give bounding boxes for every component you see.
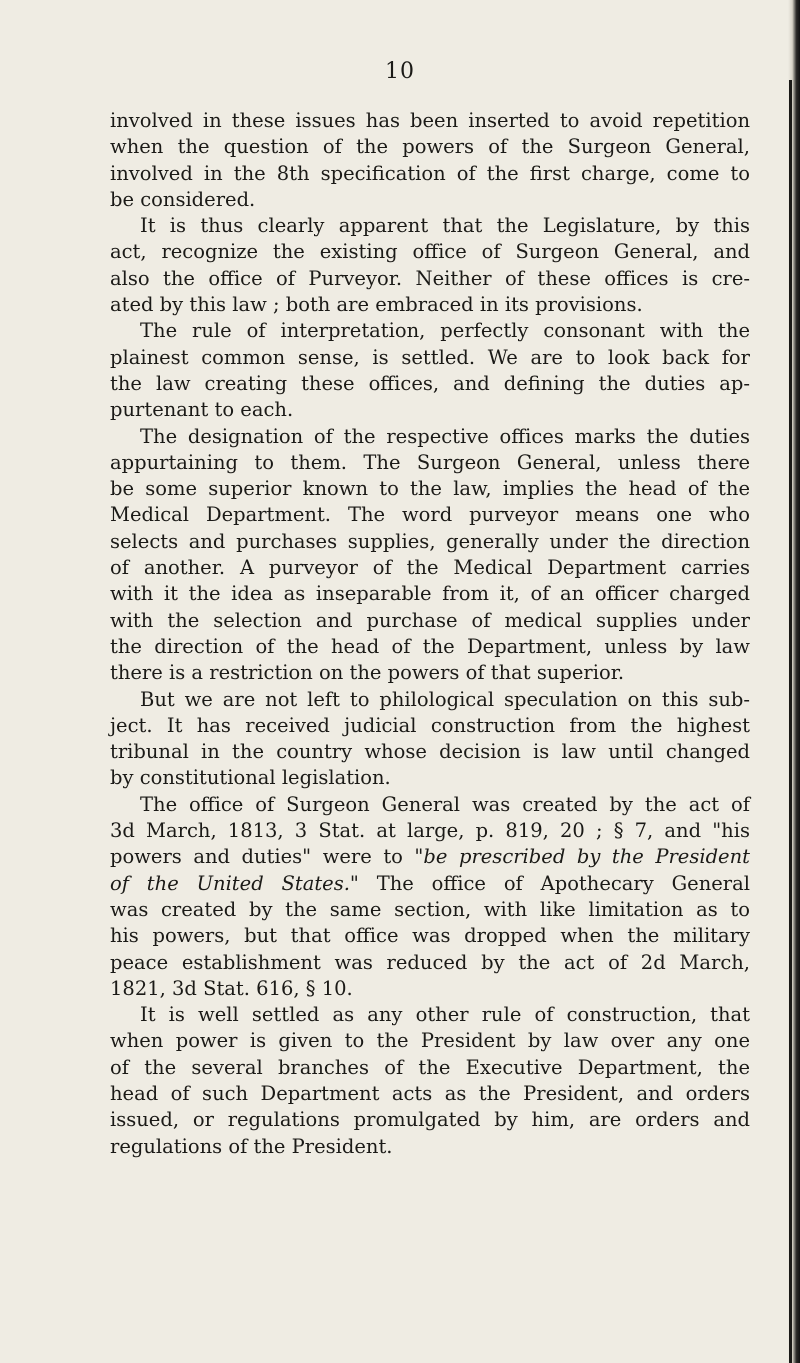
text-line: But we are not left to philological speculation on this sub-	[140, 687, 750, 711]
text-line: appurtaining to them. The Surgeon General, unless there	[110, 450, 750, 474]
text-line: regulations of the President.	[110, 1134, 393, 1158]
text-line: ated by this law ; both are embraced in its provisions.	[110, 293, 643, 317]
text-span: The office of Apothecary General	[358, 871, 750, 895]
text-line: by constitutional legislation.	[110, 766, 391, 790]
text-line: Medical Department. The word purveyor means one who	[110, 503, 750, 527]
text-span: powers and duties" were to "	[110, 845, 424, 869]
binding-edge	[789, 80, 792, 1363]
text-line: there is a restriction on the powers of that superior.	[110, 661, 625, 685]
text-line	[110, 871, 750, 897]
text-line: be considered.	[110, 187, 256, 211]
text-line: The rule of interpretation, perfectly consonant with the	[140, 319, 750, 343]
text-line: of the several branches of the Executive Department, the	[110, 1055, 750, 1079]
text-line: was created by the same section, with like limitation as to	[110, 897, 750, 921]
text-line: the direction of the head of the Department, unless by law	[110, 634, 750, 658]
text-line: ject. It has received judicial construction from the highest	[110, 713, 750, 737]
text-line: his powers, but that office was dropped when the military	[110, 924, 750, 948]
text-line: 1821, 3d Stat. 616, § 10.	[110, 976, 353, 1000]
text-line: It is well settled as any other rule of construction, that	[140, 1003, 750, 1027]
text-line: the law creating these offices, and defining the duties ap-	[110, 371, 750, 395]
text-line: act, recognize the existing office of Surgeon General, and	[110, 240, 750, 264]
text-line	[110, 844, 750, 870]
text-line: purtenant to each.	[110, 398, 294, 422]
text-line: issued, or regulations promulgated by him, are orders and	[110, 1108, 750, 1132]
text-line: head of such Department acts as the President, and orders	[110, 1081, 750, 1105]
text-line: also the office of Purveyor. Neither of these offices is cre-	[110, 266, 750, 290]
text-line: The office of Surgeon General was created by the act of	[140, 792, 750, 816]
text-line: selects and purchases supplies, generally under the direction	[110, 529, 750, 553]
text-line: tribunal in the country whose decision is law until changed	[110, 740, 750, 764]
text-line: be some superior known to the law, implies the head of the	[110, 477, 750, 501]
text-line: plainest common sense, is settled. We are to look back for	[110, 345, 750, 369]
text-line: 3d March, 1813, 3 Stat. at large, p. 819, 20 ; § 7, and "his	[110, 819, 750, 843]
body-text	[110, 108, 750, 1160]
page-number: 10	[385, 59, 415, 84]
text-line: when power is given to the President by law over any one	[110, 1029, 750, 1053]
text-line: The designation of the respective offices marks the duties	[140, 424, 750, 448]
text-line: when the question of the powers of the Surgeon General,	[110, 135, 750, 159]
text-line: peace establishment was reduced by the act of 2d March,	[110, 950, 750, 974]
text-line: involved in these issues has been inserted to avoid repetition	[110, 109, 750, 132]
text-line: involved in the 8th specification of the first charge, come to	[110, 161, 750, 185]
text-line: It is thus clearly apparent that the Legislature, by this	[140, 214, 750, 238]
text-line: with the selection and purchase of medical supplies under	[110, 608, 750, 632]
text-line: with it the idea as inseparable from it, of an officer charged	[110, 582, 750, 606]
italic-text: of the United States."	[110, 871, 359, 895]
italic-text: be prescribed by the President	[423, 845, 750, 869]
text-line: of another. A purveyor of the Medical Department carries	[110, 556, 750, 580]
